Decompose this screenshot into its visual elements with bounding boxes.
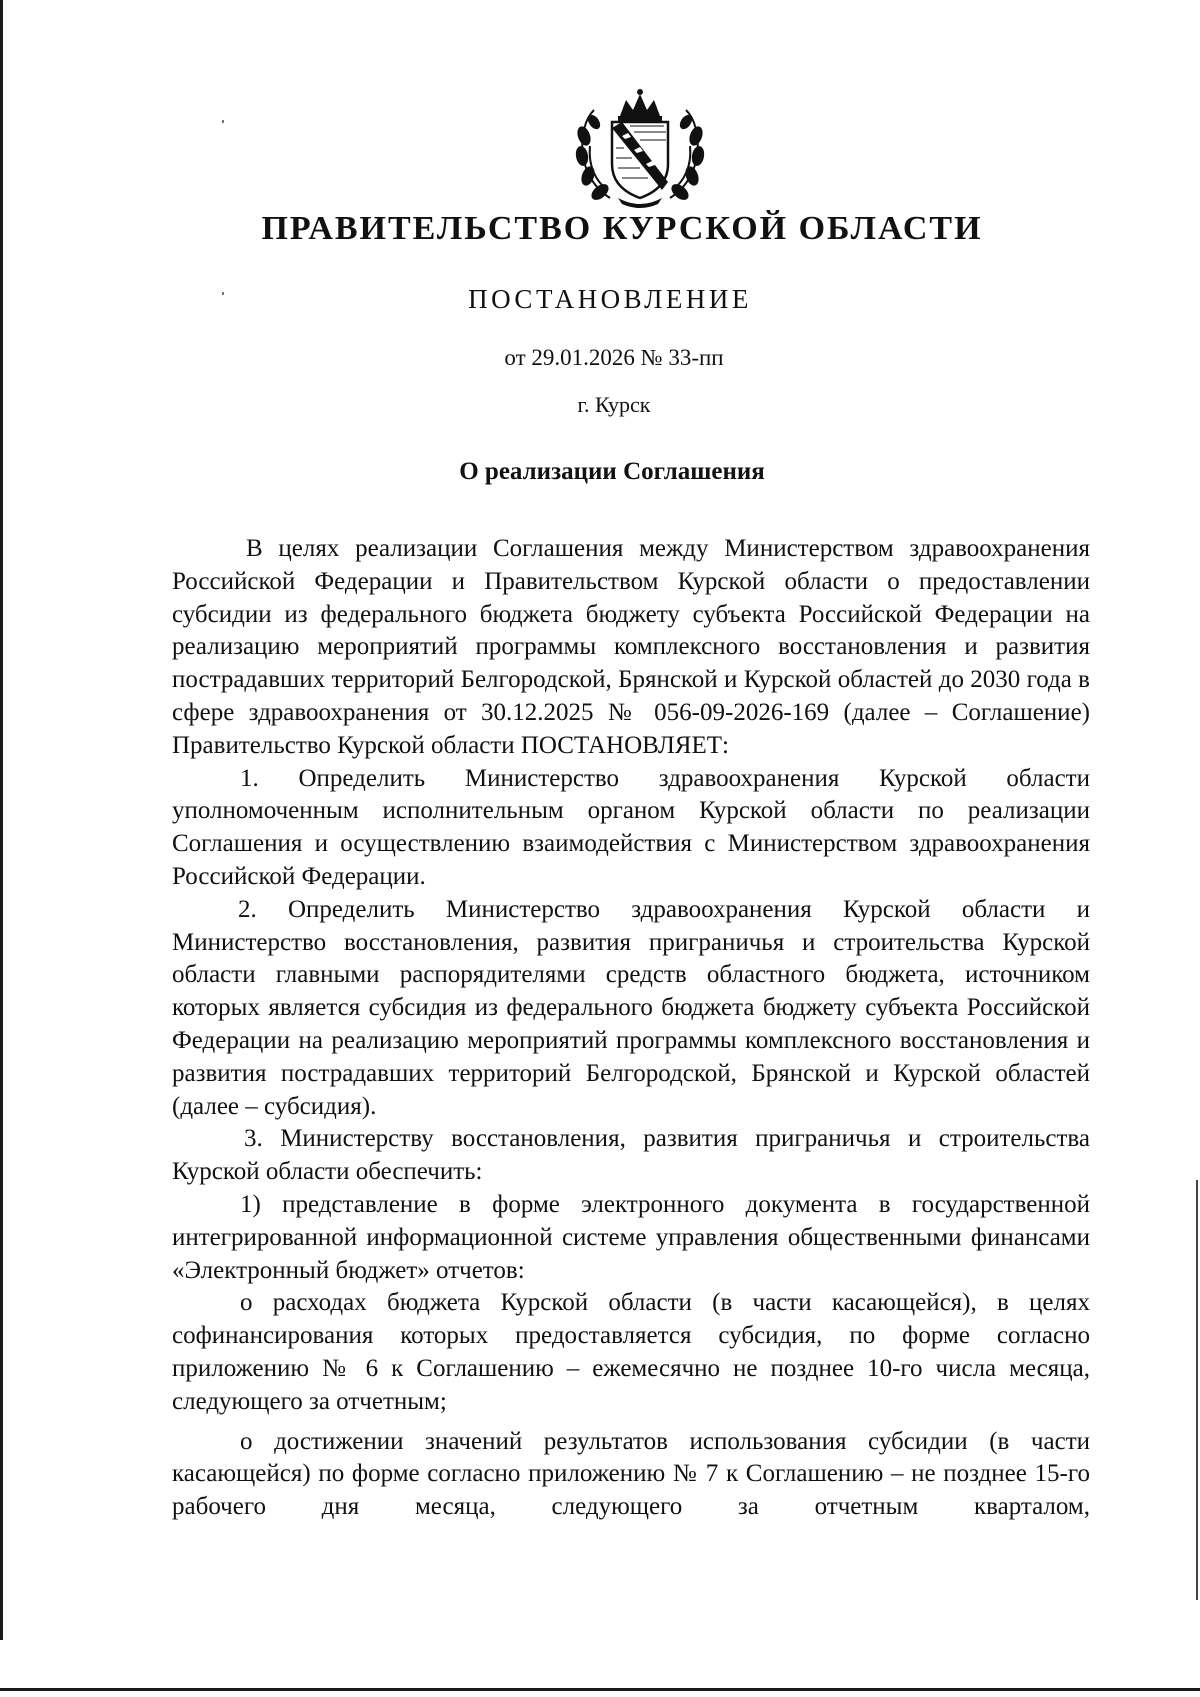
paragraph-report-expenses: о расходах бюджета Курской области (в части касающейся), в целях софинансирования которых предоставляется субсидия, по форме согласно приложению № 6 к Соглашению – ежемесячно не позднее 10-го числа месяца, следующего за отчетным; bbox=[172, 1289, 1090, 1415]
kursk-coat-of-arms-icon bbox=[570, 86, 710, 211]
government-title: ПРАВИТЕЛЬСТВО КУРСКОЙ ОБЛАСТИ bbox=[261, 210, 983, 247]
scan-speck bbox=[222, 120, 224, 123]
paragraph-report-results: о достижении значений результатов использования субсидии (в части касающейся) по форме согласно приложению № 7 к Соглашению – не позднее 15-го рабочего дня месяца, следующего за отчетным кварталом, bbox=[172, 1427, 1090, 1521]
paragraph-item-2: 2. Определить Министерство здравоохранения Курской области и Министерство восстановления, развития приграничья и строительства Курской области главными распорядителями средств областного бюджета, источником которых является субсидия из федерального бюджета бюджету субъекта Российской Федерации на реализацию мероприятий программы комплексного восстановления и развития пострадавших территорий Белгородской, Брянской и Курской областей (далее – субсидия). bbox=[172, 895, 1090, 1120]
document-type: ПОСТАНОВЛЕНИЕ bbox=[468, 284, 752, 314]
paragraph-item-3: 3. Министерству восстановления, развития приграничья и строительства Курской области обеспечить: bbox=[172, 1125, 1090, 1186]
document-body bbox=[172, 533, 1090, 1524]
document-subject: О реализации Соглашения bbox=[459, 458, 765, 485]
scan-bottom-edge bbox=[0, 1688, 1200, 1691]
paragraph-subitem-1: 1) представление в форме электронного документа в государственной интегрированной информационной системе управления общественными финансами «Электронный бюджет» отчетов: bbox=[172, 1190, 1090, 1284]
scan-right-edge bbox=[1196, 1180, 1198, 1600]
document-date-number: от 29.01.2026 № 33-пп bbox=[504, 345, 724, 370]
paragraph-preamble: В целях реализации Соглашения между Министерством здравоохранения Российской Федерации и Правительством Курской области о предоставлении субсидии из федерального бюджета бюджету субъекта Российской Федерации на реализацию мероприятий программы комплексного восстановления и развития пострадавших территорий Белгородской, Брянской и Курской областей до 2030 года в сфере здравоохранения от 30.12.2025 № 056-09-2026-169 (далее – Соглашение) Правительство Курской области ПОСТАНОВЛЯЕТ: bbox=[172, 535, 1090, 759]
document-city: г. Курск bbox=[577, 392, 651, 417]
paragraph-item-1: 1. Определить Министерство здравоохранения Курской области уполномоченным исполнительным органом Курской области по реализации Соглашения и осуществлению взаимодействия с Министерством здравоохранения Российской Федерации. bbox=[172, 764, 1090, 890]
